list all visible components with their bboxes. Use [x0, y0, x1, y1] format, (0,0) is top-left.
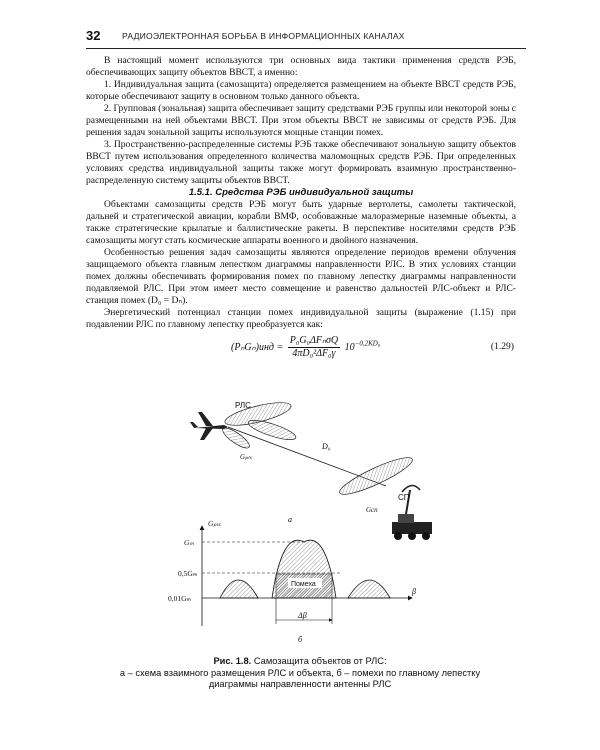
paragraph: Объектами самозащиты средств РЭБ могут быть ударные вертолеты, самолеты тактической, дальней и стратегической авиации, корабли ВМФ, особоважные малоразмерные наземные объекты, а также стратегические крылатые и баллистические ракеты. В перспективе носителями средств РЭБ самозащиты могут стать космические аппараты военного и двойного назначения. — [86, 199, 516, 246]
paragraph: 3. Пространственно-распределенные системы РЭБ также обеспечивают зональную защиту объектов ВВСТ путем использования определенного количества маломощных средств РЭБ. При определенных условиях средства индивидуальной защиты также могут формировать взаимную пространственно-распределенную систему защиты объектов ВВСТ. — [86, 139, 516, 186]
tick-half-gm: 0,5Gₘ — [178, 569, 198, 578]
x-axis-label: β — [412, 587, 416, 596]
formula — [86, 333, 516, 363]
formula-expression — [231, 335, 380, 360]
jammer-label: СП — [398, 493, 410, 502]
tick-low-gm: 0,01Gₘ — [168, 594, 192, 603]
distance-label: D₀ — [322, 442, 331, 451]
paragraph: 1. Индивидуальная защита (самозащита) определяется размещением на объекте ВВСТ средств РЭБ, которые обеспечивают защиту в основном только данного объекта. — [86, 79, 516, 102]
body-text — [86, 55, 516, 367]
formula-exponent: −0,2KD₀ — [354, 339, 381, 348]
aircraft-icon — [190, 412, 228, 440]
panel-b-label: б — [298, 635, 303, 644]
page-number: 32 — [86, 28, 101, 43]
jammer-gain-label: Gсп — [366, 506, 378, 514]
y-axis-label: Gₚₗₛ — [208, 519, 221, 528]
paragraph: 2. Групповая (зональная) защита обеспечивает защиту средствами РЭБ группы или некоторой зоны с размещенными на ней объектами ВВСТ. При этом объекты ВВСТ не зависимы от средств РЭБ. Для решения задач зональной защиты используются мощные станции помех. — [86, 103, 516, 138]
caption-line-2: а – схема взаимного размещения РЛС и объекта, б – помехи по главному лепестку — [119, 667, 481, 678]
page-header — [86, 28, 526, 49]
caption-line-1 — [50, 656, 550, 668]
formula-lhs: (PₙGₙ)инд = — [231, 341, 284, 353]
paragraph: В настоящий момент используются три основных вида тактики применения средств РЭБ, обеспечивающих защиту объектов ВВСТ, а именно: — [86, 55, 516, 78]
delta-beta-label: Δβ — [298, 611, 307, 620]
section-heading: 1.5.1. Средства РЭБ индивидуальной защиты — [188, 187, 414, 198]
panel-b-pattern-plot — [168, 519, 416, 644]
radar-gain-label: Gₚₗₛ — [240, 453, 252, 461]
right-side-lobe — [348, 580, 390, 598]
caption-label: Рис. 1.8. — [213, 656, 252, 666]
jamming-label: Помеха — [291, 581, 316, 588]
running-title: РАДИОЭЛЕКТРОННАЯ БОРЬБА В ИНФОРМАЦИОННЫХ КАНАЛАХ — [122, 31, 405, 41]
radar-side-lobe — [246, 417, 297, 444]
figure-1-8 — [168, 398, 430, 648]
formula-numerator: P₀G₀ΔFₙσQ — [289, 335, 339, 346]
formula-denominator: 4πD₀²ΔF₀γ — [292, 348, 336, 359]
radar-side-lobe — [220, 425, 252, 452]
panel-a-schematic — [190, 398, 432, 540]
tick-gm: Gₘ — [184, 538, 195, 547]
panel-a-label: а — [288, 515, 292, 524]
radar-label: РЛС — [235, 401, 251, 410]
caption-line-3: диаграммы направленности антенны РЛС — [208, 679, 392, 689]
figure-caption — [50, 656, 550, 691]
paragraph: Особенностью решения задач самозащиты являются определение периодов времени облучения защищаемого объекта главным лепестком диаграммы направленности РЛС. В этих условиях станции помех должны обеспечивать формирования помех по главному лепестку диаграммы направленности подавляемой РЛС. При этом имеет место совмещение и равенство дальностей РЛС-объект и РЛС-станция помех (D₀ = Dₙ). — [86, 247, 516, 306]
left-side-lobe — [220, 580, 258, 598]
caption-title: Самозащита объектов от РЛС: — [253, 656, 387, 666]
formula-exponent-base: 10 — [344, 341, 355, 353]
paragraph: Энергетический потенциал станции помех индивидуальной защиты (выражение (1.15) при подавлении РЛС по главному лепестку преобразуется как: — [86, 307, 516, 330]
formula-fraction — [288, 335, 340, 360]
equation-number: (1.29) — [490, 341, 514, 352]
